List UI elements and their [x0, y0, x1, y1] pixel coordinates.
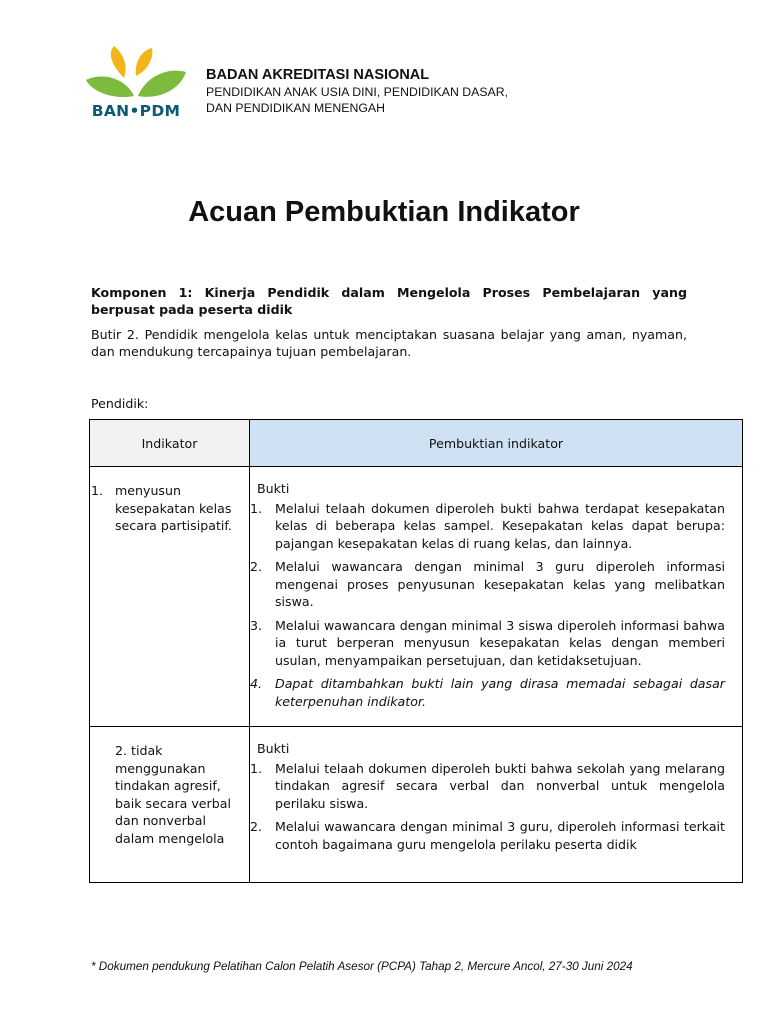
bukti-label: Bukti [257, 481, 290, 496]
list-item: 1. Melalui telaah dokumen diperoleh bukti bahwa sekolah yang melarang tindakan agresif secara verbal dan nonverbal untuk mengelola perilaku siswa. [250, 760, 725, 811]
header-indikator: Indikator [90, 420, 250, 467]
header-pembuktian: Pembuktian indikator [250, 420, 743, 467]
list-item: 1. Melalui telaah dokumen diperoleh bukti bahwa terdapat kesepakatan kelas di beberapa kelas sampel. Kesepakatan kelas dapat berupa: pajangan kesepakatan kelas di ruang kelas, dan lainnya. [250, 500, 725, 551]
pendidik-label: Pendidik: [91, 396, 149, 411]
document-title: Acuan Pembuktian Indikator [188, 196, 580, 228]
indicator-table [89, 419, 743, 883]
document-header [84, 44, 684, 124]
table-row [90, 467, 743, 727]
bukti-list [250, 500, 725, 711]
ban-pdm-logo [84, 44, 188, 124]
list-item: 3. Melalui wawancara dengan minimal 3 siswa diperoleh informasi bahwa ia turut berperan menyusun kesepakatan kelas dengan memberi usulan, menyampaikan persetujuan, dan ketidaksetujuan. [250, 617, 725, 668]
table-row [90, 727, 743, 883]
list-item: 4. Dapat ditambahkan bukti lain yang dirasa memadai sebagai dasar keterpenuhan indikator. [250, 676, 725, 709]
komponen-heading: Komponen 1: Kinerja Pendidik dalam Mengelola Proses Pembelajaran yang berpusat pada peserta didik [91, 285, 687, 317]
logo-text: BAN•PDM [91, 102, 181, 120]
bukti-cell [250, 467, 743, 727]
indikator-cell [90, 727, 250, 883]
list-item: 2. Melalui wawancara dengan minimal 3 guru, diperoleh informasi terkait contoh bagaimana guru mengelola perilaku peserta didik [250, 819, 725, 852]
footnote: * Dokumen pendukung Pelatihan Calon Pelatih Asesor (PCPA) Tahap 2, Mercure Ancol, 27-30 Juni 2024 [91, 960, 633, 973]
bukti-cell [250, 727, 743, 883]
indikator-number: 1. [91, 483, 104, 498]
indikator-text: 2. tidak menggunakan tindakan agresif, baik secara verbal dan nonverbal dalam mengelola [115, 743, 231, 846]
bukti-list [250, 760, 725, 854]
list-item: 2. Melalui wawancara dengan minimal 3 guru diperoleh informasi mengenai proses penyusunan kesepakatan kelas yang melibatkan siswa. [250, 559, 725, 609]
table-header-row [90, 420, 743, 467]
leaf-sprout-icon [84, 44, 188, 102]
organization-name: BADAN AKREDITASI NASIONAL [206, 67, 430, 83]
indikator-text: menyusun kesepakatan kelas secara partisipatif. [115, 483, 232, 533]
organization-subtitle-line2: DAN PENDIDIKAN MENENGAH [206, 101, 386, 115]
organization-block [206, 66, 676, 116]
indikator-cell [90, 467, 250, 727]
butir-paragraph: Butir 2. Pendidik mengelola kelas untuk menciptakan suasana belajar yang aman, nyaman, dan mendukung tercapainya tujuan pembelajaran. [91, 327, 687, 359]
organization-subtitle-line1: PENDIDIKAN ANAK USIA DINI, PENDIDIKAN DASAR, [206, 85, 509, 99]
bukti-label: Bukti [257, 741, 290, 756]
